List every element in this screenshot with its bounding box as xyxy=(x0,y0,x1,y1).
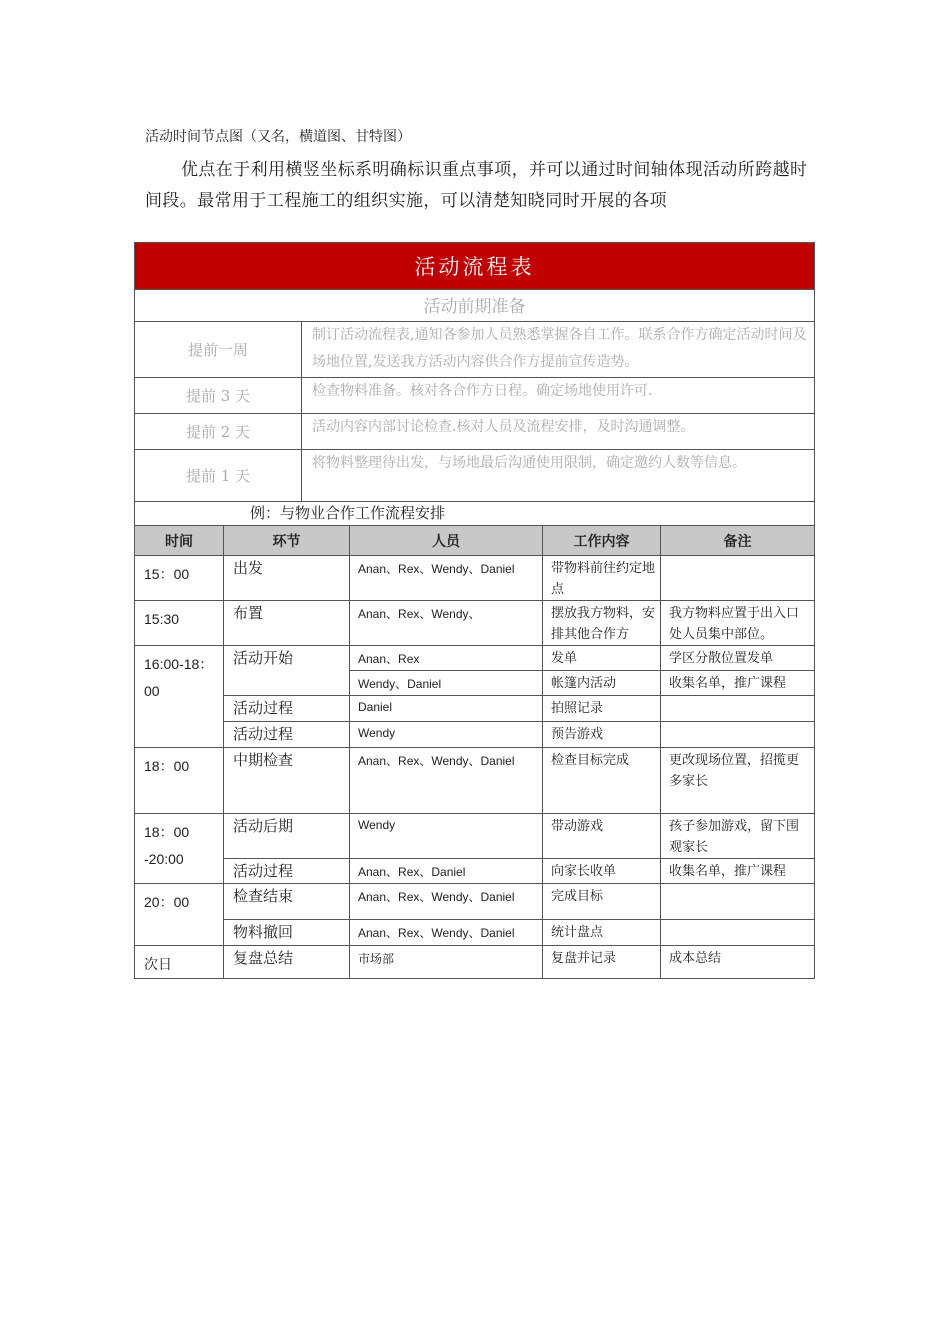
plan-row xyxy=(135,322,815,378)
cell-work: 摆放我方物料，安排其他合作方 xyxy=(543,601,661,646)
cell-step: 活动过程 xyxy=(224,696,350,722)
plan-row-label: 提前 1 天 xyxy=(135,450,302,502)
table-row xyxy=(135,556,815,601)
plan-row-label: 提前一周 xyxy=(135,322,302,378)
plan-row-text: 活动内容内部讨论检查.核对人员及流程安排，及时沟通调整。 xyxy=(302,414,815,450)
table-row xyxy=(135,946,815,979)
cell-step: 布置 xyxy=(224,601,350,646)
header-step: 环节 xyxy=(224,526,350,556)
cell-note xyxy=(661,884,815,920)
cell-note xyxy=(661,920,815,946)
plan-row xyxy=(135,450,815,502)
cell-time: 15：00 xyxy=(135,556,224,601)
plan-row-text: 检查物料准备。核对各合作方日程。确定场地使用许可. xyxy=(302,378,815,414)
table-row xyxy=(135,884,815,920)
cell-note: 收集名单，推广课程 xyxy=(661,859,815,884)
plan-row-text: 将物料整理待出发，与场地最后沟通使用限制，确定邀约人数等信息。 xyxy=(302,450,815,502)
cell-step: 复盘总结 xyxy=(224,946,350,979)
cell-people: Anan、Rex、Wendy、Daniel xyxy=(350,748,543,814)
table-row xyxy=(135,814,815,859)
cell-note xyxy=(661,696,815,722)
document-caption: 活动时间节点图（又名，横道图、甘特图） xyxy=(145,129,411,145)
cell-time: 18：00 xyxy=(135,748,224,814)
table-row xyxy=(135,696,815,722)
cell-people: Anan、Rex、Wendy、 xyxy=(350,601,543,646)
table-row xyxy=(135,859,815,884)
plan-row-text: 制订活动流程表,通知各参加人员熟悉掌握各自工作。联系合作方确定活动时间及场地位置,发送我方活动内容供合作方提前宣传造势。 xyxy=(302,322,815,378)
cell-note: 更改现场位置，招揽更多家长 xyxy=(661,748,815,814)
cell-people: Anan、Rex、Wendy、Daniel xyxy=(350,920,543,946)
schedule-table xyxy=(134,525,815,979)
cell-work: 检查目标完成 xyxy=(543,748,661,814)
cell-time: 18：00 -20:00 xyxy=(135,814,224,884)
cell-note: 收集名单，推广课程 xyxy=(661,671,815,696)
cell-people: Anan、Rex、Wendy、Daniel xyxy=(350,884,543,920)
cell-step: 检查结束 xyxy=(224,884,350,920)
cell-work: 预告游戏 xyxy=(543,722,661,748)
cell-work: 发单 xyxy=(543,646,661,671)
cell-note xyxy=(661,722,815,748)
cell-step: 活动后期 xyxy=(224,814,350,859)
cell-people: Wendy、Daniel xyxy=(350,671,543,696)
cell-note xyxy=(661,556,815,601)
cell-people: Daniel xyxy=(350,696,543,722)
cell-work: 复盘并记录 xyxy=(543,946,661,979)
plan-row xyxy=(135,378,815,414)
table-row xyxy=(135,601,815,646)
intro-text: 优点在于利用横竖坐标系明确标识重点事项，并可以通过时间轴体现活动所跨越时间段。最常用于工程施工的组织实施，可以清楚知晓同时开展的各项 xyxy=(145,160,808,211)
cell-work: 带动游戏 xyxy=(543,814,661,859)
cell-note: 成本总结 xyxy=(661,946,815,979)
plan-row-label: 提前 2 天 xyxy=(135,414,302,450)
plan-subtitle: 活动前期准备 xyxy=(135,290,815,322)
cell-time: 16:00-18：00 xyxy=(135,646,224,748)
header-time: 时间 xyxy=(135,526,224,556)
cell-step: 活动开始 xyxy=(224,646,350,696)
intro-paragraph xyxy=(145,155,815,217)
cell-time: 次日 xyxy=(135,946,224,979)
cell-note: 学区分散位置发单 xyxy=(661,646,815,671)
cell-work: 统计盘点 xyxy=(543,920,661,946)
table-row xyxy=(135,722,815,748)
schedule-header-row xyxy=(135,526,815,556)
cell-note: 我方物料应置于出入口处人员集中部位。 xyxy=(661,601,815,646)
cell-time: 15:30 xyxy=(135,601,224,646)
cell-people: Anan、Rex、Daniel xyxy=(350,859,543,884)
table-row xyxy=(135,920,815,946)
cell-people: Wendy xyxy=(350,722,543,748)
plan-table xyxy=(134,242,815,527)
cell-step: 中期检查 xyxy=(224,748,350,814)
header-people: 人员 xyxy=(350,526,543,556)
cell-step: 出发 xyxy=(224,556,350,601)
cell-work: 完成目标 xyxy=(543,884,661,920)
plan-row xyxy=(135,414,815,450)
cell-time: 20：00 xyxy=(135,884,224,946)
cell-step: 物料撤回 xyxy=(224,920,350,946)
cell-note: 孩子参加游戏，留下围观家长 xyxy=(661,814,815,859)
example-caption: 例：与物业合作工作流程安排 xyxy=(135,502,815,527)
cell-work: 带物料前往约定地点 xyxy=(543,556,661,601)
cell-people: Wendy xyxy=(350,814,543,859)
table-row xyxy=(135,748,815,814)
plan-row-label: 提前 3 天 xyxy=(135,378,302,414)
cell-step: 活动过程 xyxy=(224,859,350,884)
cell-work: 拍照记录 xyxy=(543,696,661,722)
cell-people: Anan、Rex xyxy=(350,646,543,671)
cell-people: Anan、Rex、Wendy、Daniel xyxy=(350,556,543,601)
cell-step: 活动过程 xyxy=(224,722,350,748)
header-note: 备注 xyxy=(661,526,815,556)
cell-work: 向家长收单 xyxy=(543,859,661,884)
table-row xyxy=(135,646,815,671)
plan-title: 活动流程表 xyxy=(135,243,815,290)
cell-work: 帐篷内活动 xyxy=(543,671,661,696)
header-work: 工作内容 xyxy=(543,526,661,556)
cell-people: 市场部 xyxy=(350,946,543,979)
